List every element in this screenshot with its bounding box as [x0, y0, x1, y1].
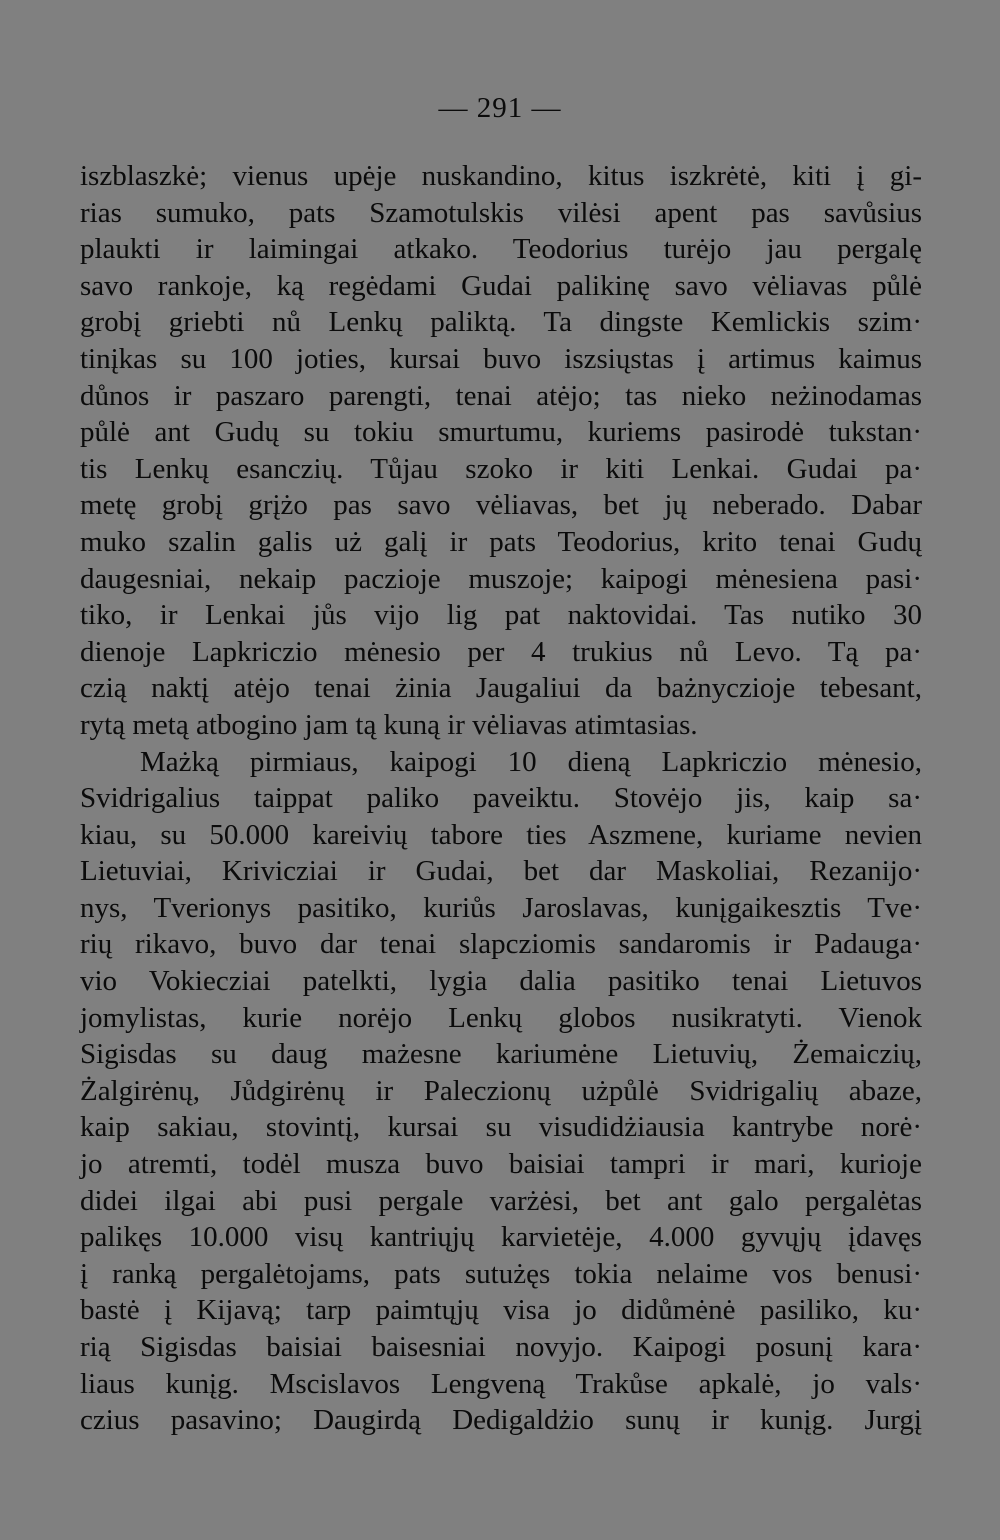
text-line: iszblaszkė; vienus upėje nuskandino, kitus iszkrėtė, kiti į gi- [80, 160, 922, 192]
text-line: vio Vokiecziai patelkti, lygia dalia pasitiko tenai Lietuvos [80, 965, 922, 998]
text-line: rių rikavo, buvo dar tenai slapcziomis sandaromis ir Padauga· [80, 928, 922, 961]
text-line: důnos ir paszaro parengti, tenai atėjo; tas nieko neżinodamas [80, 379, 922, 412]
text-line: dienoje Lapkriczio mėnesio per 4 trukius nů Levo. Tą pa· [80, 635, 922, 668]
text-line: Lietuviai, Krivicziai ir Gudai, bet dar Maskoliai, Rezanijo· [80, 855, 922, 888]
text-line: Svidrigalius taippat paliko paveiktu. Stovėjo jis, kaip sa· [80, 782, 922, 815]
text-line: czius pasavino; Daugirdą Dedigaldżio sunų ir kunįg. Jurgį [80, 1404, 922, 1437]
text-line: savo rankoje, ką regėdami Gudai palikinę savo vėliavas půlė [80, 269, 922, 302]
text-line: muko szalin galis uż galį ir pats Teodorius, krito tenai Gudų [80, 525, 922, 558]
text-line: liaus kunįg. Mscislavos Lengveną Trakůse apkalė, jo vals· [80, 1367, 922, 1400]
text-line: grobį griebti nů Lenkų paliktą. Ta dingste Kemlickis szim· [80, 306, 922, 339]
text-line: Mażką pirmiaus, kaipogi 10 dieną Lapkriczio mėnesio, [140, 745, 922, 778]
text-line: daugesniai, nekaip paczioje muszoje; kaipogi mėnesiena pasi· [80, 562, 922, 595]
body-text [80, 158, 922, 1439]
text-line: palikęs 10.000 visų kantriųjų karvietėje, 4.000 gyvųjų įdavęs [80, 1221, 922, 1254]
text-line: kiau, su 50.000 kareivių tabore ties Aszmene, kuriame nevien [80, 818, 922, 851]
text-line: į ranką pergalėtojams, pats sutużęs tokia nelaime vos benusi· [80, 1257, 922, 1290]
text-line: jo atremti, todėl musza buvo baisiai tampri ir mari, kurioje [80, 1148, 922, 1181]
text-line: kaip sakiau, stovintį, kursai su visudidżiausia kantrybe norė· [80, 1111, 922, 1144]
text-line: nys, Tverionys pasitiko, kuriůs Jaroslavas, kunįgaikesztis Tve· [80, 891, 922, 924]
text-line: bastė į Kijavą; tarp paimtųjų visa jo didůmėnė pasiliko, ku· [80, 1294, 922, 1327]
text-line: Sigisdas su daug mażesne kariumėne Lietuvių, Żemaiczių, [80, 1038, 922, 1071]
text-line: metę grobį grįżo pas savo vėliavas, bet jų neberado. Dabar [80, 489, 922, 522]
text-line: didei ilgai abi pusi pergale varżėsi, bet ant galo pergalėtas [80, 1184, 922, 1217]
text-line: tis Lenkų esanczių. Tůjau szoko ir kiti Lenkai. Gudai pa· [80, 452, 922, 485]
text-line: rią Sigisdas baisiai baisesniai novyjo. Kaipogi posunį kara· [80, 1331, 922, 1363]
text-line: rytą metą atbogino jam tą kuną ir vėliavas atimtasias. [80, 708, 698, 741]
text-line: rias sumuko, pats Szamotulskis vilėsi apent pas savůsius [80, 196, 922, 229]
text-line: czią naktį atėjo tenai żinia Jaugaliui da bażnyczioje tebesant, [80, 672, 922, 705]
text-line: tinįkas su 100 joties, kursai buvo iszsiųstas į artimus kaimus [80, 342, 922, 375]
text-line: Żalgirėnų, Jůdgirėnų ir Paleczionų użpůlė Svidrigalių abaze, [80, 1074, 922, 1107]
text-line: půlė ant Gudų su tokiu smurtumu, kuriems pasirodė tukstan· [80, 416, 922, 449]
text-line: plaukti ir laimingai atkako. Teodorius turėjo jau pergalę [80, 233, 922, 266]
page-number: — 291 — [438, 92, 562, 124]
text-line: tiko, ir Lenkai jůs vijo lig pat naktovidai. Tas nutiko 30 [80, 599, 922, 632]
text-line: jomylistas, kurie norėjo Lenkų globos nusikratyti. Vienok [80, 1001, 922, 1034]
